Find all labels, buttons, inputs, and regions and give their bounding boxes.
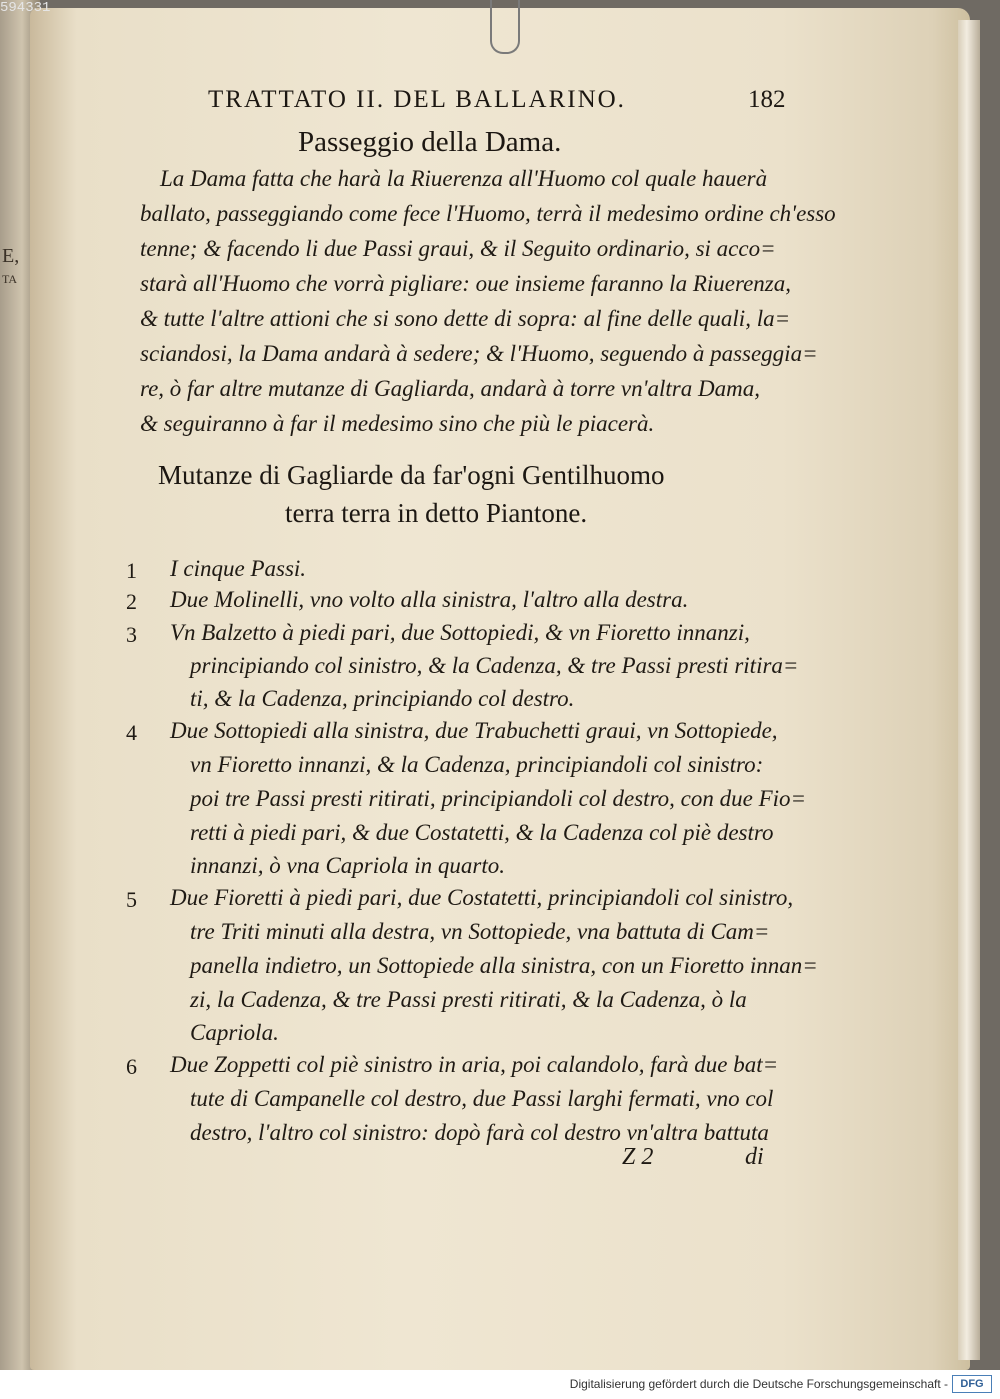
- running-title: TRATTATO II. DEL BALLARINO.: [208, 86, 626, 113]
- paragraph-line: tenne; & facendo li due Passi graui, & il Seguito ordinario, si acco=: [140, 236, 776, 261]
- running-header: [208, 86, 788, 120]
- page-number: 182: [748, 86, 786, 113]
- item-line: Capriola.: [190, 1020, 279, 1045]
- item-line: Due Zoppetti col piè sinistro in aria, poi calandolo, farà due bat=: [170, 1052, 779, 1077]
- item-line: zi, la Cadenza, & tre Passi presti ritirati, & la Cadenza, ò la: [190, 987, 747, 1012]
- item-line: poi tre Passi presti ritirati, principiandoli col destro, con due Fio=: [190, 786, 807, 811]
- paragraph-line: & tutte l'altre attioni che si sono dette di sopra: al fine delle quali, la=: [140, 306, 791, 331]
- paragraph-line: sciandosi, la Dama andarà à sedere; & l'Huomo, seguendo à passeggia=: [140, 341, 818, 366]
- item-number: 2: [126, 589, 137, 614]
- paper-clip: [490, 0, 520, 54]
- item-line: tre Triti minuti alla destra, vn Sottopiede, vna battuta di Cam=: [190, 919, 770, 944]
- item-line: Due Fioretti à piedi pari, due Costatetti, principiandoli col sinistro,: [170, 885, 794, 910]
- paragraph-line: & seguiranno à far il medesimo sino che più le piacerà.: [140, 411, 655, 436]
- item-line: panella indietro, un Sottopiede alla sinistra, con un Fioretto innan=: [190, 953, 818, 978]
- paragraph-line: re, ò far altre mutanze di Gagliarda, andarà à torre vn'altra Dama,: [140, 376, 760, 401]
- scan-id: 594331: [0, 0, 51, 16]
- page-stack-edge: [958, 20, 980, 1360]
- catchword: di: [745, 1144, 764, 1170]
- item-line: destro, l'altro col sinistro: dopò farà col destro vn'altra battuta: [190, 1120, 769, 1145]
- facing-page-fragment: TA: [2, 272, 18, 286]
- paragraph-line: starà all'Huomo che vorrà pigliare: oue insieme faranno la Riuerenza,: [140, 271, 791, 296]
- item-number: 1: [126, 558, 137, 583]
- item-line: tute di Campanelle col destro, due Passi larghi fermati, vno col: [190, 1086, 774, 1111]
- item-line: retti à piedi pari, & due Costatetti, & la Cadenza col piè destro: [190, 820, 774, 845]
- facing-page-fragment: E,: [2, 245, 20, 267]
- section-subtitle: terra terra in detto Piantone.: [285, 498, 588, 528]
- item-line: Due Molinelli, vno volto alla sinistra, l'altro alla destra.: [170, 587, 689, 612]
- item-line: I cinque Passi.: [170, 556, 307, 581]
- item-line: Vn Balzetto à piedi pari, due Sottopiedi, & vn Fioretto innanzi,: [170, 620, 750, 645]
- dfg-logo: DFG: [952, 1375, 992, 1393]
- item-number: 6: [126, 1054, 137, 1079]
- digitization-footer: [0, 1370, 1000, 1399]
- paragraph-line: ballato, passeggiando come fece l'Huomo, terrà il medesimo ordine ch'esso: [140, 201, 836, 226]
- item-line: principiando col sinistro, & la Cadenza, & tre Passi presti ritira=: [190, 653, 799, 678]
- section-title: Passeggio della Dama.: [298, 126, 562, 158]
- item-number: 5: [126, 887, 137, 912]
- item-line: Due Sottopiedi alla sinistra, due Trabuchetti graui, vn Sottopiede,: [170, 718, 778, 743]
- funding-credit: Digitalisierung gefördert durch die Deutsche Forschungsgemeinschaft -: [569, 1377, 948, 1391]
- paragraph-line: La Dama fatta che harà la Riuerenza all'Huomo col quale hauerà: [160, 166, 768, 191]
- section-title: Mutanze di Gagliarde da far'ogni Gentilhuomo: [158, 460, 665, 490]
- item-number: 4: [126, 720, 137, 745]
- signature-mark: Z 2: [622, 1144, 654, 1170]
- item-number: 3: [126, 622, 137, 647]
- item-line: ti, & la Cadenza, principiando col destro.: [190, 686, 575, 711]
- item-line: innanzi, ò vna Capriola in quarto.: [190, 853, 505, 878]
- item-line: vn Fioretto innanzi, & la Cadenza, principiandoli col sinistro:: [190, 752, 764, 777]
